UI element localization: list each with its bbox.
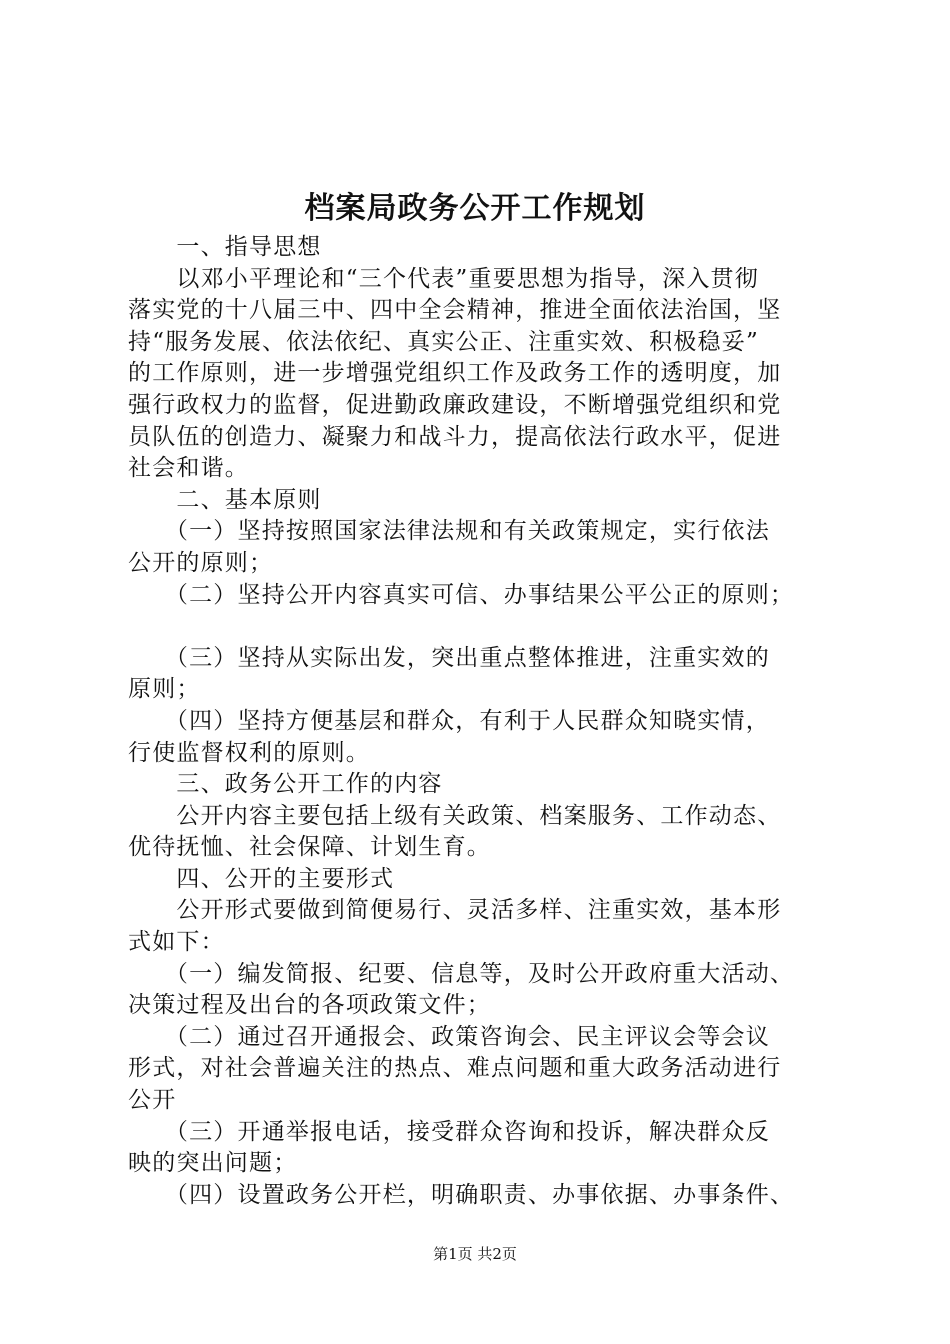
document-body (128, 232, 838, 1211)
text-line: 员队伍的创造力、凝聚力和战斗力，提高依法行政水平，促进 (128, 423, 782, 450)
text-line: 强行政权力的监督，促进勤政廉政建设，不断增强党组织和党 (128, 391, 782, 418)
text-line: 二、基本原则 (128, 486, 322, 513)
text-line: 三、政务公开工作的内容 (128, 771, 443, 798)
text-line: 公开形式要做到简便易行、灵活多样、注重实效，基本形 (128, 897, 782, 924)
text-line: 公开的原则； (128, 549, 274, 576)
text-line: （一）坚持按照国家法律法规和有关政策规定，实行依法 (128, 518, 770, 545)
blank-line (128, 611, 838, 643)
text-line: 持“服务发展、依法依纪、真实公正、注重实效、积极稳妥” (128, 328, 759, 355)
text-line: 的工作原则，进一步增强党组织工作及政务工作的透明度，加 (128, 360, 782, 387)
text-line: 落实党的十八届三中、四中全会精神，推进全面依法治国，坚 (128, 297, 782, 324)
text-line: 公开内容主要包括上级有关政策、档案服务、工作动态、 (128, 802, 782, 829)
document-title: 档案局政务公开工作规划 (304, 191, 646, 226)
text-line: 以邓小平理论和“三个代表”重要思想为指导，深入贯彻 (128, 265, 759, 292)
text-line: （四）坚持方便基层和群众，有利于人民群众知晓实情， (128, 707, 770, 734)
text-line: （三）坚持从实际出发，突出重点整体推进，注重实效的 (128, 644, 770, 671)
text-line: 行使监督权利的原则。 (128, 739, 370, 766)
text-line: 式如下： (128, 929, 225, 956)
text-line: 社会和谐。 (128, 455, 249, 482)
text-line: （四）设置政务公开栏，明确职责、办事依据、办事条件、 (128, 1181, 795, 1208)
text-line: （一）编发简报、纪要、信息等，及时公开政府重大活动、 (128, 960, 795, 987)
text-line: 映的突出问题； (128, 1150, 298, 1177)
text-line: （三）开通举报电话，接受群众咨询和投诉，解决群众反 (128, 1118, 770, 1145)
text-line: 优待抚恤、社会保障、计划生育。 (128, 834, 491, 861)
text-line: 四、公开的主要形式 (128, 865, 395, 892)
text-line: 原则； (128, 676, 201, 703)
text-line: 形式，对社会普遍关注的热点、难点问题和重大政务活动进行 (128, 1055, 782, 1082)
text-line: 一、指导思想 (128, 234, 322, 260)
text-line: （二）坚持公开内容真实可信、办事结果公平公正的原则； (128, 581, 795, 608)
text-line: 决策过程及出台的各项政策文件； (128, 992, 491, 1019)
text-line: （二）通过召开通报会、政策咨询会、民主评议会等会议 (128, 1023, 770, 1050)
text-line: 公开 (128, 1087, 177, 1114)
page-footer: 第1页 共2页 (433, 1245, 517, 1263)
